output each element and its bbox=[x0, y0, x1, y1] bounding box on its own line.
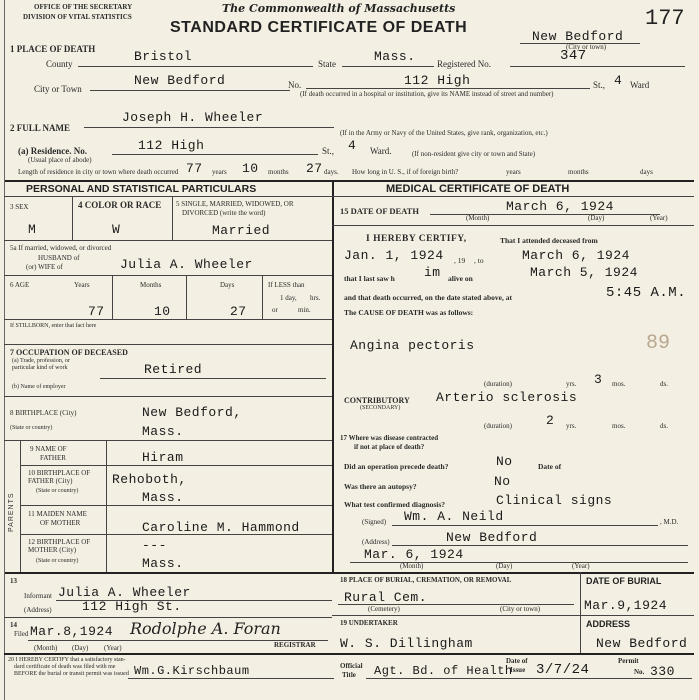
marital-label-1: 5 SINGLE, MARRIED, WIDOWED, OR bbox=[176, 200, 294, 208]
residence-ward-label: Ward. bbox=[370, 146, 392, 156]
length-days: 27 bbox=[306, 161, 323, 176]
permit-certify-3: BEFORE the burial or transit permit was issued bbox=[14, 671, 129, 677]
marital-value: Married bbox=[212, 223, 271, 238]
county-value: Bristol bbox=[134, 49, 193, 64]
bottom-section-border bbox=[4, 572, 694, 574]
office-label: OFFICE OF THE SECRETARY bbox=[34, 3, 133, 11]
cause-duration-months: 3 bbox=[594, 372, 603, 387]
spouse-label-2: HUSBAND of bbox=[38, 254, 80, 262]
date-day-label: (Day) bbox=[588, 214, 605, 222]
informant-address: 112 High St. bbox=[82, 599, 182, 614]
signed-label: (Signed) bbox=[362, 518, 387, 526]
to-label: , to bbox=[474, 256, 484, 265]
ward-value: 4 bbox=[614, 73, 623, 88]
residence-label: (a) Residence. No. bbox=[18, 146, 87, 156]
date-of-death-line bbox=[430, 214, 660, 215]
age-days-label: Days bbox=[220, 281, 235, 289]
official-value: Wm.G.Kirschbaum bbox=[134, 664, 250, 678]
length-months: 10 bbox=[242, 161, 259, 176]
employer-label: (b) Name of employer bbox=[12, 384, 66, 390]
marital-label-2: DIVORCED (write the word) bbox=[182, 209, 266, 217]
registered-number: 347 bbox=[560, 48, 587, 64]
autopsy-value: No bbox=[494, 474, 511, 489]
cause-ds-label: ds. bbox=[660, 380, 668, 388]
undertaker-value: W. S. Dillingham bbox=[340, 636, 473, 651]
contrib-mos-label: mos. bbox=[612, 422, 626, 430]
us-days-label: days bbox=[640, 168, 653, 176]
state-label: State bbox=[318, 59, 336, 69]
permit-certify-2: dard certificate of death was filed with me bbox=[14, 664, 116, 670]
army-note: (If in the Army or Navy of the United States, give rank, organization, etc.) bbox=[340, 129, 548, 137]
parents-vertical-label: PARENTS bbox=[8, 492, 15, 532]
undertaker-address: New Bedford bbox=[596, 636, 688, 651]
ward-label: Ward bbox=[630, 80, 650, 90]
official-title: Agt. Bd. of Health bbox=[374, 664, 513, 678]
age-months-label: Months bbox=[140, 281, 162, 289]
state-line bbox=[342, 66, 434, 67]
center-divider bbox=[332, 180, 334, 572]
left-edge bbox=[4, 0, 5, 700]
residence-st-label: St., bbox=[322, 146, 335, 156]
permit-line bbox=[366, 678, 692, 679]
burial-date-divider bbox=[580, 572, 581, 653]
length-years-label: years bbox=[212, 168, 227, 176]
cause-value: Angina pectoris bbox=[350, 338, 475, 353]
operation-date-label: Date of bbox=[538, 462, 562, 471]
cause-code-number: 89 bbox=[646, 332, 671, 355]
attended-to-date: March 6, 1924 bbox=[522, 248, 630, 263]
residence-sub: (Usual place of abode) bbox=[28, 156, 92, 164]
undertaker-label: 19 UNDERTAKER bbox=[340, 619, 398, 627]
bottom-year-label: (Year) bbox=[572, 562, 590, 570]
sex-value: M bbox=[28, 222, 37, 237]
filing-top-border bbox=[4, 653, 694, 655]
occupation-label: 7 OCCUPATION OF DECEASED bbox=[10, 348, 128, 357]
mother-birth-label-2: MOTHER (City) bbox=[28, 546, 77, 554]
filed-day-label: (Day) bbox=[72, 644, 89, 652]
burial-place-label: 18 PLACE OF BURIAL, CREMATION, OR REMOVAL bbox=[340, 576, 512, 584]
registrar-signature: Rodolphe A. Foran bbox=[130, 619, 281, 638]
residence-line bbox=[112, 154, 318, 155]
color-value: W bbox=[112, 222, 121, 237]
hospital-note: (If death occurred in a hospital or institution, give its NAME instead of street and number) bbox=[300, 90, 554, 98]
filed-label: Filed bbox=[14, 630, 29, 638]
occupation-value: Retired bbox=[144, 362, 203, 377]
length-months-label: months bbox=[268, 168, 289, 176]
street-value: 112 High bbox=[404, 73, 471, 88]
spouse-value: Julia A. Wheeler bbox=[120, 257, 253, 272]
certify-text: That I attended deceased from bbox=[500, 236, 598, 245]
length-residence-label: Length of residence in city or town where death occurred bbox=[18, 168, 179, 176]
informant-label: Informant bbox=[24, 592, 52, 600]
age-months-value: 10 bbox=[154, 304, 171, 319]
less-or-label: or bbox=[272, 306, 278, 314]
county-label: County bbox=[46, 59, 73, 69]
certificate-number: 177 bbox=[645, 6, 685, 31]
mother-birth-state: Mass. bbox=[142, 556, 184, 571]
birthplace-state: Mass. bbox=[142, 424, 184, 439]
header-city-label: (City or town) bbox=[566, 43, 607, 51]
nonresident-note: (If non-resident give city or town and State) bbox=[412, 150, 536, 158]
less-day-label: 1 day, bbox=[280, 294, 297, 302]
certify-label: I HEREBY CERTIFY, bbox=[366, 234, 467, 244]
last-saw-value: im bbox=[424, 265, 441, 280]
city-line bbox=[90, 90, 290, 91]
full-name-line bbox=[84, 127, 334, 128]
issue-label: Issue bbox=[510, 666, 526, 674]
permit-no-label: No. bbox=[634, 668, 645, 676]
contrib-ds-label: ds. bbox=[660, 422, 668, 430]
street-no-label: No. bbox=[288, 80, 302, 90]
informant-bottom-line bbox=[4, 617, 332, 618]
title-label: Title bbox=[342, 671, 356, 679]
full-name-value: Joseph H. Wheeler bbox=[122, 110, 264, 125]
filed-date: Mar.8,1924 bbox=[30, 624, 114, 639]
test-label: What test confirmed diagnosis? bbox=[344, 500, 446, 509]
contributory-label: CONTRIBUTORY bbox=[344, 396, 410, 405]
less-hrs-label: hrs. bbox=[310, 294, 321, 302]
age-div-1 bbox=[112, 275, 113, 319]
us-years-label: years bbox=[506, 168, 521, 176]
color-label: 4 COLOR OR RACE bbox=[78, 200, 162, 210]
medical-header-line bbox=[332, 196, 694, 197]
less-than-label: If LESS than bbox=[268, 281, 305, 289]
official-label: Official bbox=[340, 662, 363, 670]
issue-date: 3/7/24 bbox=[536, 662, 590, 678]
age-label: 6 AGE bbox=[10, 281, 30, 289]
informant-address-label: (Address) bbox=[24, 606, 52, 614]
alive-on-date: March 5, 1924 bbox=[530, 265, 638, 280]
father-birth-label-3: (State or country) bbox=[36, 488, 79, 494]
age-years-value: 77 bbox=[88, 304, 105, 319]
physician-address: New Bedford bbox=[446, 530, 538, 545]
residence-value: 112 High bbox=[138, 138, 205, 153]
spouse-bottom-line bbox=[4, 275, 332, 276]
registered-line bbox=[510, 66, 685, 67]
marital-bottom-line bbox=[4, 240, 332, 241]
burial-bottom-line bbox=[332, 615, 694, 616]
test-value: Clinical signs bbox=[496, 493, 613, 508]
physician-value: Wm. A. Neild bbox=[404, 509, 504, 524]
father-value: Hiram bbox=[142, 450, 184, 465]
commonwealth-heading: The Commonwealth of Massachusetts bbox=[222, 2, 456, 15]
date-month-label: (Month) bbox=[466, 214, 490, 222]
filed-year-label: (Year) bbox=[104, 644, 122, 652]
occupation-sub-2: particular kind of work bbox=[12, 365, 68, 371]
mother-birth-label-1: 12 BIRTHPLACE OF bbox=[28, 538, 91, 546]
date-bottom-line bbox=[332, 225, 694, 226]
city-label: City or Town bbox=[34, 84, 82, 94]
item-13-label: 13 bbox=[10, 577, 17, 585]
informant-value: Julia A. Wheeler bbox=[58, 585, 191, 600]
color-divider bbox=[172, 196, 173, 240]
cause-yrs-label: yrs. bbox=[566, 380, 577, 388]
registered-label: Registered No. bbox=[437, 59, 491, 69]
length-days-label: days. bbox=[324, 168, 339, 176]
operation-label: Did an operation precede death? bbox=[344, 462, 449, 471]
autopsy-label: Was there an autopsy? bbox=[344, 482, 417, 491]
operation-value: No bbox=[496, 454, 513, 469]
time-of-death: 5:45 A.M. bbox=[606, 285, 687, 301]
cause-duration-label: (duration) bbox=[484, 380, 512, 388]
age-div-2 bbox=[186, 275, 187, 319]
filed-month-label: (Month) bbox=[34, 644, 58, 652]
certification-date: Mar. 6, 1924 bbox=[364, 547, 464, 562]
mother-value: Caroline M. Hammond bbox=[142, 520, 300, 535]
father-birth-line bbox=[20, 505, 332, 506]
sex-divider bbox=[72, 196, 73, 240]
length-years: 77 bbox=[186, 161, 203, 176]
occupation-sub-1: (a) Trade, profession, or bbox=[12, 358, 70, 364]
personal-header: PERSONAL AND STATISTICAL PARTICULARS bbox=[26, 183, 257, 195]
father-birth-label-1: 10 BIRTHPLACE OF bbox=[28, 469, 91, 477]
stillborn-bottom-line bbox=[4, 344, 332, 345]
county-line bbox=[78, 66, 313, 67]
age-bottom-line bbox=[4, 319, 332, 320]
birthplace-city: New Bedford, bbox=[142, 405, 242, 420]
cemetery-label: (Cemetery) bbox=[368, 605, 400, 613]
birthplace-bottom-line bbox=[4, 440, 332, 441]
mother-birth-city: --- bbox=[142, 538, 167, 553]
mother-label-2: OF MOTHER bbox=[40, 519, 81, 527]
physician-address-label: (Address) bbox=[362, 538, 390, 546]
us-residence-label: How long in U. S., if of foreign birth? bbox=[352, 168, 459, 176]
undertaker-address-label: ADDRESS bbox=[586, 619, 631, 629]
contrib-duration-label: (duration) bbox=[484, 422, 512, 430]
date-year-label: (Year) bbox=[650, 214, 668, 222]
cause-mos-label: mos. bbox=[612, 380, 626, 388]
contributory-value: Arterio sclerosis bbox=[436, 390, 578, 405]
medical-header: MEDICAL CERTIFICATE OF DEATH bbox=[386, 183, 570, 195]
header-city-value: New Bedford bbox=[532, 29, 624, 44]
state-value: Mass. bbox=[374, 49, 416, 64]
permit-number: 330 bbox=[650, 664, 675, 679]
occupation-bottom-line bbox=[4, 396, 332, 397]
parents-value-divider bbox=[106, 440, 107, 572]
spouse-label-1: 5a If married, widowed, or divorced bbox=[10, 244, 112, 252]
stillborn-label: If STILLBORN, enter that fact here bbox=[10, 323, 97, 329]
contrib-yrs-label: yrs. bbox=[566, 422, 577, 430]
issue-date-label: Date of bbox=[506, 657, 528, 665]
burial-date-label: DATE OF BURIAL bbox=[586, 576, 662, 586]
division-label: DIVISION OF VITAL STATISTICS bbox=[23, 13, 132, 21]
last-saw-label: that I last saw h bbox=[344, 274, 395, 283]
residence-ward-value: 4 bbox=[348, 138, 357, 153]
date-of-death-label: 15 DATE OF DEATH bbox=[340, 206, 419, 216]
contrib-duration-years: 2 bbox=[546, 413, 555, 428]
father-birth-label-2: FATHER (City) bbox=[28, 477, 73, 485]
parents-left-divider bbox=[20, 440, 21, 572]
age-days-value: 27 bbox=[230, 304, 247, 319]
city-value: New Bedford bbox=[134, 73, 226, 88]
less-min-label: min. bbox=[298, 306, 311, 314]
us-months-label: months bbox=[568, 168, 589, 176]
death-occurred-label: and that death occurred, on the date stated above, at bbox=[344, 293, 512, 302]
spouse-label-3: (or) WIFE of bbox=[26, 263, 63, 271]
age-years-label: Years bbox=[74, 281, 90, 289]
birthplace-state-label: (State or country) bbox=[10, 425, 53, 431]
street-st-label: St., bbox=[593, 80, 606, 90]
mother-line bbox=[20, 534, 332, 535]
birthplace-label: 8 BIRTHPLACE (City) bbox=[10, 409, 77, 417]
father-birth-city: Rehoboth, bbox=[112, 472, 187, 487]
street-line bbox=[306, 88, 590, 89]
age-div-3 bbox=[262, 275, 263, 319]
certificate-title: STANDARD CERTIFICATE OF DEATH bbox=[170, 19, 468, 36]
secondary-label: (SECONDARY) bbox=[360, 405, 401, 411]
registrar-label: REGISTRAR bbox=[274, 641, 316, 649]
signed-line bbox=[392, 525, 658, 526]
father-label-1: 9 NAME OF bbox=[30, 445, 67, 453]
personal-header-line bbox=[4, 196, 332, 197]
bottom-day-label: (Day) bbox=[496, 562, 513, 570]
md-label: , M.D. bbox=[660, 518, 679, 526]
cause-label: The CAUSE OF DEATH was as follows: bbox=[344, 308, 474, 317]
permit-certify-1: 20 I HEREBY CERTIFY that a satisfactory stan- bbox=[8, 657, 126, 663]
bottom-month-label: (Month) bbox=[400, 562, 424, 570]
section-top-border bbox=[4, 180, 694, 182]
official-line bbox=[128, 678, 334, 679]
date-of-death-value: March 6, 1924 bbox=[506, 199, 614, 214]
alive-on-label: alive on bbox=[448, 274, 473, 283]
place-of-death-label: 1 PLACE OF DEATH bbox=[10, 44, 96, 54]
father-label-2: FATHER bbox=[40, 454, 66, 462]
permit-label: Permit bbox=[618, 657, 639, 665]
burial-date-value: Mar.9,1924 bbox=[584, 598, 668, 613]
q17-label-2: if not at place of death? bbox=[354, 443, 425, 451]
father-birth-state: Mass. bbox=[142, 490, 184, 505]
father-line bbox=[20, 465, 332, 466]
mother-label-1: 11 MAIDEN NAME bbox=[28, 510, 87, 518]
occupation-line bbox=[100, 378, 326, 379]
attended-from-date: Jan. 1, 1924 bbox=[344, 248, 444, 263]
from-suffix: , 19 bbox=[454, 256, 466, 265]
sex-label: 3 SEX bbox=[10, 203, 29, 211]
burial-place-value: Rural Cem. bbox=[344, 590, 428, 605]
mother-birth-label-3: (State or country) bbox=[36, 558, 79, 564]
burial-city-label: (City or town) bbox=[500, 605, 541, 613]
item-14-label: 14 bbox=[10, 621, 17, 629]
q17-label-1: 17 Where was disease contracted bbox=[340, 434, 439, 442]
address-line bbox=[392, 545, 688, 546]
full-name-label: 2 FULL NAME bbox=[10, 123, 71, 133]
